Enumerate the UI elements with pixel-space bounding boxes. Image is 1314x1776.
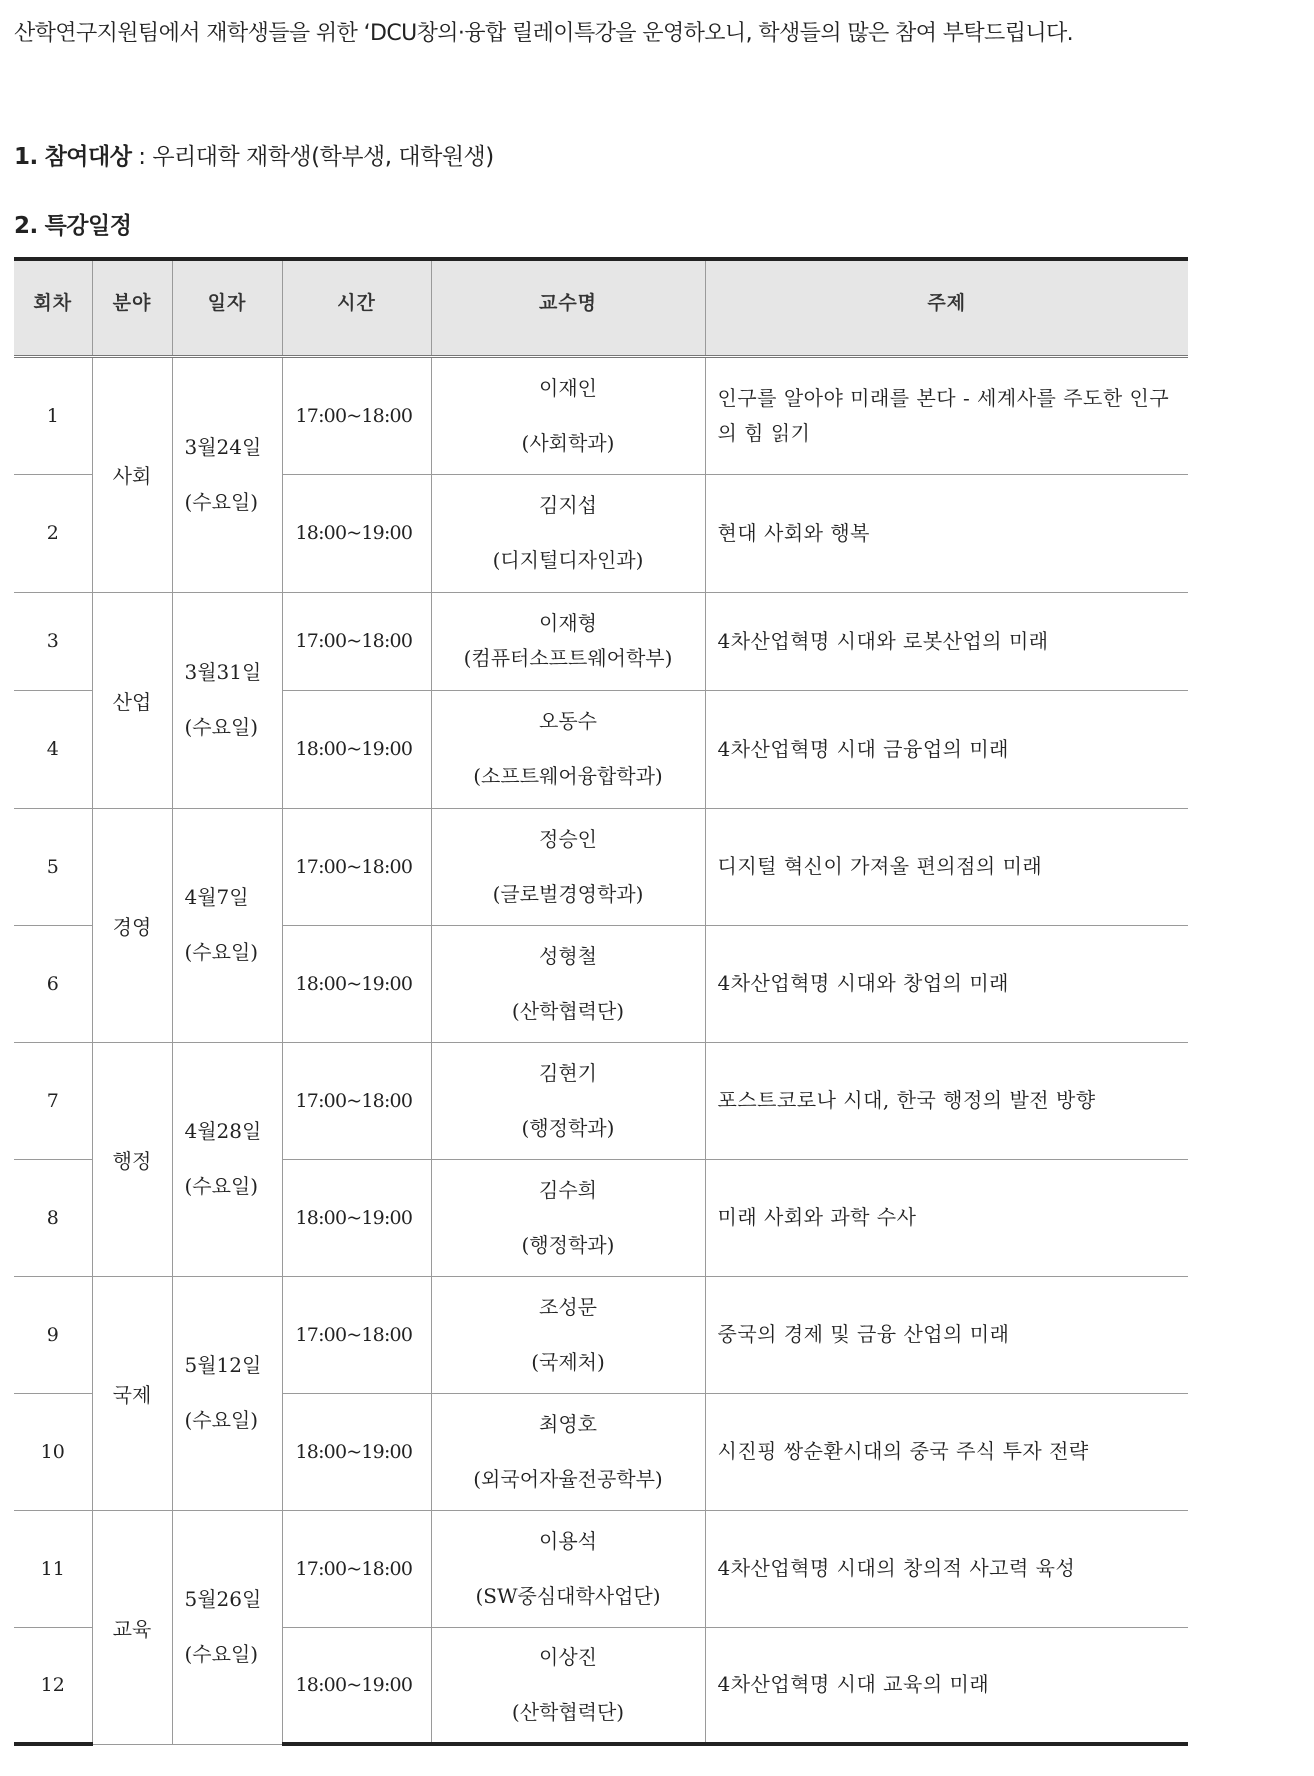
table-row [14,592,1188,690]
professor-cell [431,1510,705,1627]
schedule-heading [14,207,131,240]
topic-cell: 디지털 혁신이 가져올 편의점의 미래 [705,808,1188,925]
topic-cell: 4차산업혁명 시대와 로봇산업의 미래 [705,592,1188,690]
date-day: 4월7일 [184,885,249,909]
professor-dept: (행정학과) [521,1232,615,1257]
professor-dept: (사회학과) [521,430,615,455]
professor-name: 이용석 [539,1528,597,1553]
time-cell: 17:00~18:00 [282,592,431,690]
professor-cell [431,1276,705,1393]
professor-dept: (산학협력단) [511,998,625,1023]
professor-name: 조성문 [539,1294,597,1319]
table-row [14,808,1188,925]
date-weekday: (수요일) [184,1642,259,1666]
date-cell [172,1042,282,1276]
session-number: 7 [14,1042,92,1159]
professor-cell [431,474,705,592]
table-row [14,1276,1188,1393]
professor-dept: (글로벌경영학과) [492,881,644,906]
professor-name: 성형철 [539,943,597,968]
professor-cell [431,1042,705,1159]
date-day: 5월26일 [184,1587,262,1611]
session-number: 6 [14,925,92,1042]
time-cell: 18:00~19:00 [282,1159,431,1276]
item-separator: : [131,144,153,170]
professor-name: 정승인 [539,826,597,851]
target-audience [14,138,494,171]
date-cell [172,1276,282,1510]
session-number: 12 [14,1627,92,1744]
professor-cell [431,1393,705,1510]
session-number: 11 [14,1510,92,1627]
professor-dept: (외국어자율전공학부) [473,1466,663,1491]
date-cell [172,1510,282,1744]
field-cell: 사회 [92,356,172,592]
session-number: 2 [14,474,92,592]
header-date: 일자 [172,259,282,356]
date-weekday: (수요일) [184,489,259,514]
professor-dept: (국제처) [531,1349,605,1374]
session-number: 9 [14,1276,92,1393]
time-cell: 17:00~18:00 [282,1042,431,1159]
field-cell: 산업 [92,592,172,808]
header-topic: 주제 [705,259,1188,356]
professor-cell [431,1159,705,1276]
item-value: 우리대학 재학생(학부생, 대학원생) [152,144,494,170]
date-weekday: (수요일) [184,940,259,964]
session-number: 3 [14,592,92,690]
time-cell: 17:00~18:00 [282,356,431,474]
session-number: 5 [14,808,92,925]
header-session: 회차 [14,259,92,356]
time-cell: 18:00~19:00 [282,690,431,808]
professor-dept: (SW중심대학사업단) [475,1583,661,1608]
item-number: 1. [14,144,38,170]
date-weekday: (수요일) [184,1174,259,1198]
table-row [14,356,1188,474]
professor-dept: (디지털디자인과) [492,548,644,572]
header-field: 분야 [92,259,172,356]
professor-cell [431,592,705,690]
professor-cell [431,1627,705,1744]
professor-cell [431,925,705,1042]
date-cell [172,592,282,808]
header-professor: 교수명 [431,259,705,356]
field-cell: 국제 [92,1276,172,1510]
professor-dept: (산학협력단) [511,1699,625,1724]
date-weekday: (수요일) [184,1408,259,1432]
professor-name: 이재인 [539,375,597,400]
field-cell: 행정 [92,1042,172,1276]
professor-name: 이상진 [539,1644,597,1669]
topic-cell: 미래 사회와 과학 수사 [705,1159,1188,1276]
session-number: 4 [14,690,92,808]
field-cell: 교육 [92,1510,172,1744]
professor-dept: (행정학과) [521,1115,615,1140]
professor-dept: (컴퓨터소프트웨어학부) [463,646,673,670]
topic-cell: 4차산업혁명 시대의 창의적 사고력 육성 [705,1510,1188,1627]
professor-name: 김수희 [539,1177,597,1202]
topic-cell: 중국의 경제 및 금융 산업의 미래 [705,1276,1188,1393]
professor-cell [431,808,705,925]
time-cell: 18:00~19:00 [282,1627,431,1744]
field-cell: 경영 [92,808,172,1042]
date-day: 4월28일 [184,1119,262,1143]
session-number: 1 [14,356,92,474]
time-cell: 18:00~19:00 [282,925,431,1042]
professor-name: 김지섭 [539,493,597,517]
date-day: 3월24일 [184,434,262,459]
table-row [14,1042,1188,1159]
table-row [14,1510,1188,1627]
time-cell: 18:00~19:00 [282,474,431,592]
topic-cell: 시진핑 쌍순환시대의 중국 주식 투자 전략 [705,1393,1188,1510]
session-number: 8 [14,1159,92,1276]
schedule-table [14,257,1188,1746]
professor-name: 최영호 [539,1411,597,1436]
item-label: 특강일정 [44,213,132,239]
item-label: 참여대상 [44,144,132,170]
date-day: 3월31일 [184,660,262,684]
item-number: 2. [14,213,38,239]
time-cell: 17:00~18:00 [282,1510,431,1627]
topic-cell: 현대 사회와 행복 [705,474,1188,592]
table-header-row [14,259,1188,356]
professor-cell [431,690,705,808]
intro-text: 산학연구지원팀에서 재학생들을 위한 ‘DCU창의·융합 릴레이특강을 운영하오니, 학생들의 많은 참여 부탁드립니다. [14,21,1074,46]
date-day: 5월12일 [184,1353,262,1377]
date-weekday: (수요일) [184,715,259,739]
topic-cell: 4차산업혁명 시대와 창업의 미래 [705,925,1188,1042]
date-cell [172,808,282,1042]
topic-cell: 4차산업혁명 시대 교육의 미래 [705,1627,1188,1744]
professor-cell [431,356,705,474]
professor-name: 오동수 [539,709,597,733]
time-cell: 17:00~18:00 [282,1276,431,1393]
header-time: 시간 [282,259,431,356]
date-cell [172,356,282,592]
topic-cell: 인구를 알아야 미래를 본다 - 세계사를 주도한 인구의 힘 읽기 [705,356,1188,474]
time-cell: 18:00~19:00 [282,1393,431,1510]
professor-name: 이재형 [539,611,597,635]
session-number: 10 [14,1393,92,1510]
professor-dept: (소프트웨어융합학과) [473,764,663,788]
topic-cell: 4차산업혁명 시대 금융업의 미래 [705,690,1188,808]
time-cell: 17:00~18:00 [282,808,431,925]
professor-name: 김현기 [539,1060,597,1085]
topic-cell: 포스트코로나 시대, 한국 행정의 발전 방향 [705,1042,1188,1159]
